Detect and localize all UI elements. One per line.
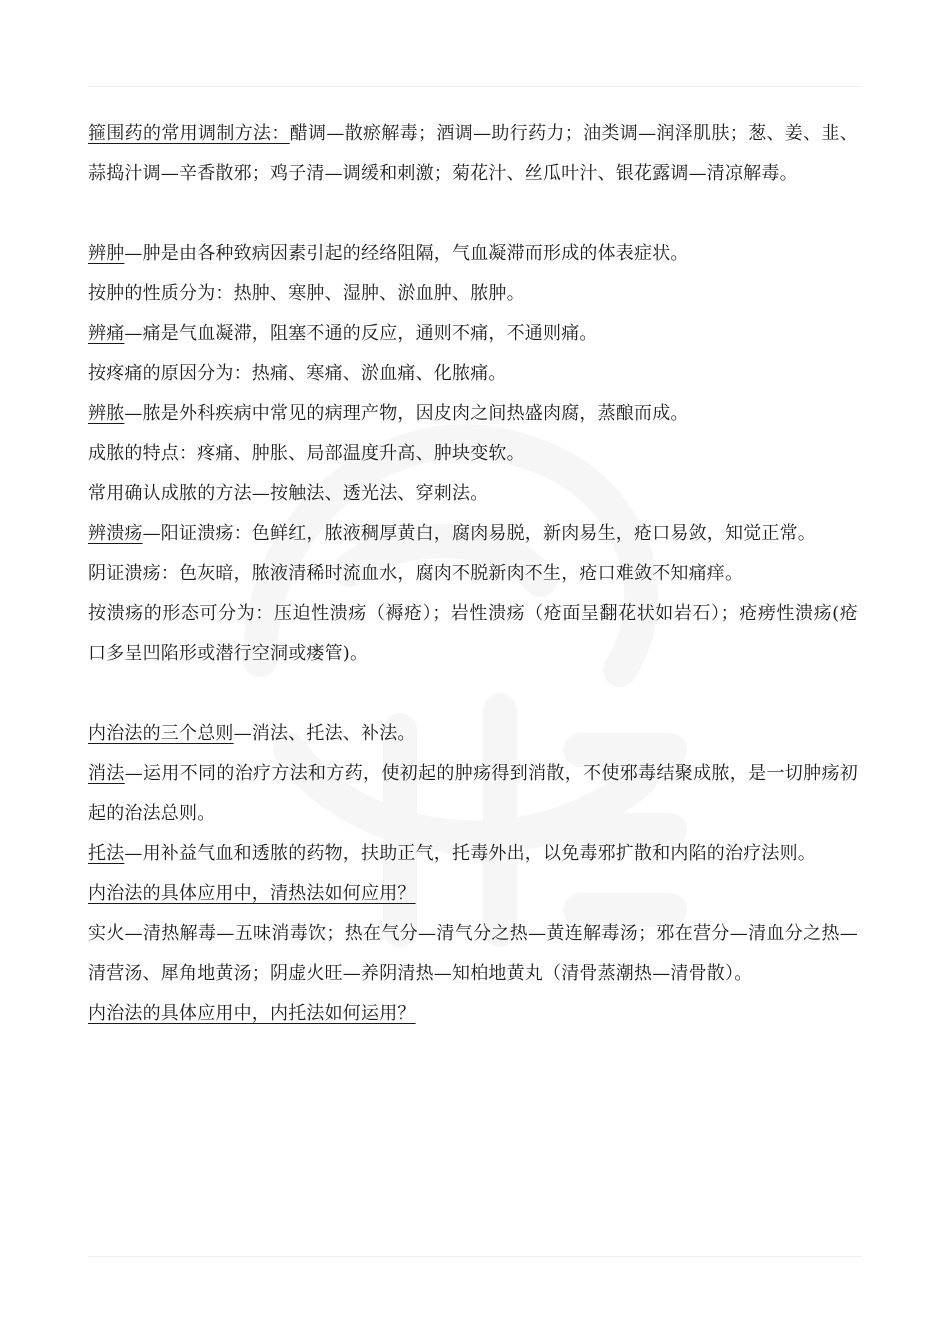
- question-clearing-heat: [88, 874, 858, 914]
- paragraph-text: 实火—清热解毒—五味消毒饮；热在气分—清气分之热—黄连解毒汤；邪在营分—清血分之热—清营汤、犀角地黄汤；阴虚火旺—养阴清热—知柏地黄丸（清骨蒸潮热—清骨散）。: [88, 923, 858, 984]
- paragraph-text: —阳证溃疡：色鲜红，脓液稠厚黄白，腐肉易脱，新肉易生，疮口易敛，知觉正常。: [142, 523, 817, 544]
- paragraph-swelling: [88, 234, 858, 274]
- heading-question-inner-support: 内治法的具体应用中，内托法如何运用？: [88, 1003, 416, 1024]
- heading-question-clearing-heat: 内治法的具体应用中，清热法如何应用？: [88, 883, 416, 904]
- paragraph-clearing-heat: [88, 914, 858, 994]
- paragraph-swelling-types: [88, 274, 858, 314]
- paragraph-tuo-fa: [88, 834, 858, 874]
- paragraph-text: —脓是外科疾病中常见的病理产物，因皮肉之间热盛肉腐，蒸酿而成。: [124, 403, 689, 424]
- paragraph-pain-types: [88, 354, 858, 394]
- paragraph-yin-ulcer: [88, 554, 858, 594]
- paragraph-text: —用补益气血和透脓的药物，扶助正气，托毒外出，以免毒邪扩散和内陷的治疗法则。: [124, 843, 817, 864]
- spacer: [88, 194, 858, 234]
- paragraph-three-principles: [88, 714, 858, 754]
- paragraph-text: 按溃疡的形态可分为：压迫性溃疡（褥疮）；岩性溃疡（疮面呈翻花状如岩石）；疮痨性溃疡(疮口多呈凹陷形或潜行空洞或瘘管)。: [88, 603, 858, 664]
- heading-three-principles: 内治法的三个总则: [88, 723, 234, 744]
- heading-pus: 辨脓: [88, 403, 125, 424]
- header-rule: [88, 86, 862, 87]
- paragraph-text: —运用不同的治疗方法和方药，使初起的肿疡得到消散，不使邪毒结聚成脓，是一切肿疡初起的治法总则。: [88, 763, 859, 824]
- heading-pain: 辨痛: [88, 323, 125, 344]
- paragraph-pus-methods: [88, 474, 858, 514]
- heading-tuo-fa: 托法: [88, 843, 125, 864]
- paragraph-text: 成脓的特点：疼痛、肿胀、局部温度升高、肿块变软。: [88, 443, 525, 464]
- paragraph-pain: [88, 314, 858, 354]
- heading-plaster-methods: 箍围药的常用调制方法：: [88, 123, 290, 144]
- paragraph-text: —肿是由各种致病因素引起的经络阻隔，气血凝滞而形成的体表症状。: [124, 243, 689, 264]
- question-inner-support: [88, 994, 858, 1034]
- paragraph-text: 按疼痛的原因分为：热痛、寒痛、淤血痛、化脓痛。: [88, 363, 507, 384]
- paragraph-pus: [88, 394, 858, 434]
- paragraph-text: 按肿的性质分为：热肿、寒肿、湿肿、淤血肿、脓肿。: [88, 283, 525, 304]
- paragraph-text: 醋调—散瘀解毒；酒调—助行药力；油类调—润泽肌肤；葱、姜、韭、蒜捣汁调—辛香散邪；鸡子清—调缓和刺激；菊花汁、丝瓜叶汁、银花露调—清凉解毒。: [88, 123, 858, 184]
- paragraph-text: —痛是气血凝滞，阻塞不通的反应，通则不痛，不通则痛。: [124, 323, 598, 344]
- paragraph-text: 阴证溃疡：色灰暗，脓液清稀时流血水，腐肉不脱新肉不生，疮口难敛不知痛痒。: [88, 563, 744, 584]
- paragraph-pus-features: [88, 434, 858, 474]
- paragraph-xiao-fa: [88, 754, 858, 834]
- paragraph-plaster-methods: [88, 114, 858, 194]
- footer-rule: [88, 1256, 862, 1257]
- spacer: [88, 674, 858, 714]
- heading-ulcer: 辨溃疡: [88, 523, 143, 544]
- paragraph-ulcer-forms: [88, 594, 858, 674]
- document-body: [88, 114, 858, 1034]
- paragraph-ulcer: [88, 514, 858, 554]
- paragraph-text: 常用确认成脓的方法—按触法、透光法、穿刺法。: [88, 483, 489, 504]
- paragraph-text: —消法、托法、补法。: [233, 723, 416, 744]
- heading-xiao-fa: 消法: [88, 763, 125, 784]
- heading-swelling: 辨肿: [88, 243, 125, 264]
